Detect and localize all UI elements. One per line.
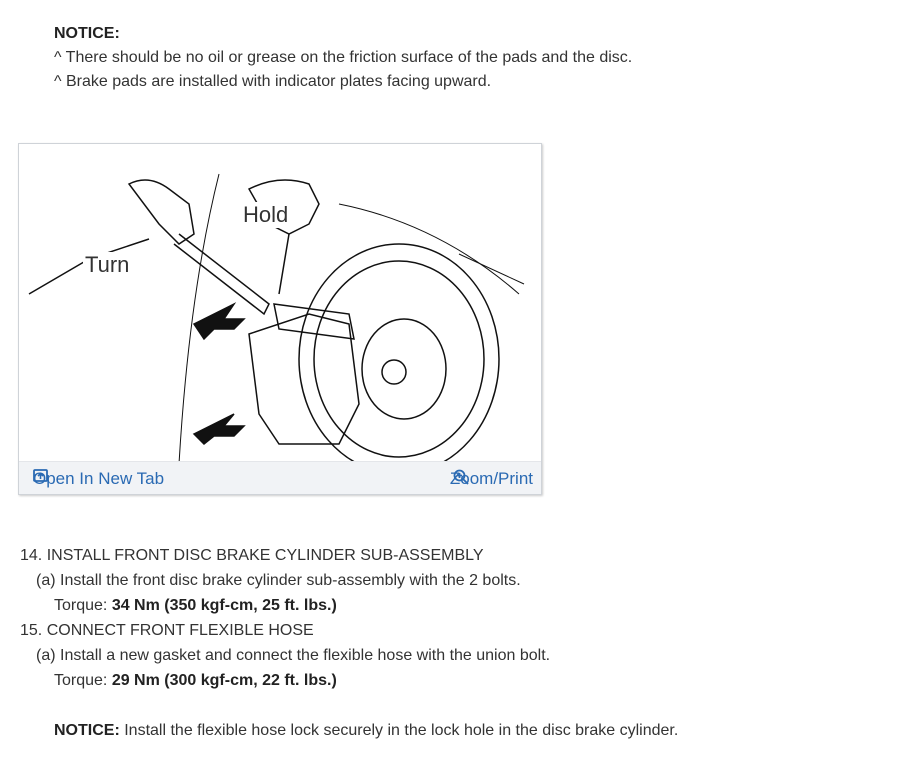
open-new-tab-link[interactable] [33, 469, 164, 489]
notice-bottom [20, 718, 678, 743]
brake-illustration-figure [18, 143, 542, 495]
step-title: 14. INSTALL FRONT DISC BRAKE CYLINDER SUB-ASSEMBLY [20, 547, 484, 564]
figure-toolbar [19, 461, 541, 494]
notice-title: NOTICE: [54, 722, 120, 739]
notice-line: ^ There should be no oil or grease on the friction surface of the pads and the disc. [54, 49, 633, 66]
torque-value: 29 Nm (300 kgf-cm, 22 ft. lbs.) [111, 672, 337, 689]
torque-label: Torque: [54, 597, 112, 614]
hold-label: Hold [243, 202, 289, 227]
step-substep: (a) Install a new gasket and connect the flexible hose with the union bolt. [36, 647, 551, 664]
zoom-in-icon [453, 469, 469, 485]
torque-label: Torque: [54, 672, 112, 689]
torque-value: 34 Nm (350 kgf-cm, 25 ft. lbs.) [111, 597, 337, 614]
notice-title: NOTICE: [54, 25, 120, 42]
step-substep: (a) Install the front disc brake cylinder sub-assembly with the 2 bolts. [36, 572, 521, 589]
open-new-tab-label: Open In New Tab [33, 469, 165, 488]
turn-label: Turn [85, 252, 130, 277]
procedure-steps [20, 543, 678, 743]
zoom-print-label: Zoom/Print [449, 469, 533, 488]
notice-text: Install the flexible hose lock securely in the lock hole in the disc brake cylinder. [119, 722, 679, 739]
open-new-tab-icon [33, 469, 48, 482]
torque-spec [20, 593, 678, 618]
brake-caliper-illustration [19, 144, 541, 462]
zoom-print-link[interactable] [449, 469, 533, 489]
notice-top [54, 22, 632, 94]
torque-spec [20, 668, 678, 693]
step-title: 15. CONNECT FRONT FLEXIBLE HOSE [20, 622, 314, 639]
notice-line: ^ Brake pads are installed with indicator plates facing upward. [54, 73, 492, 90]
